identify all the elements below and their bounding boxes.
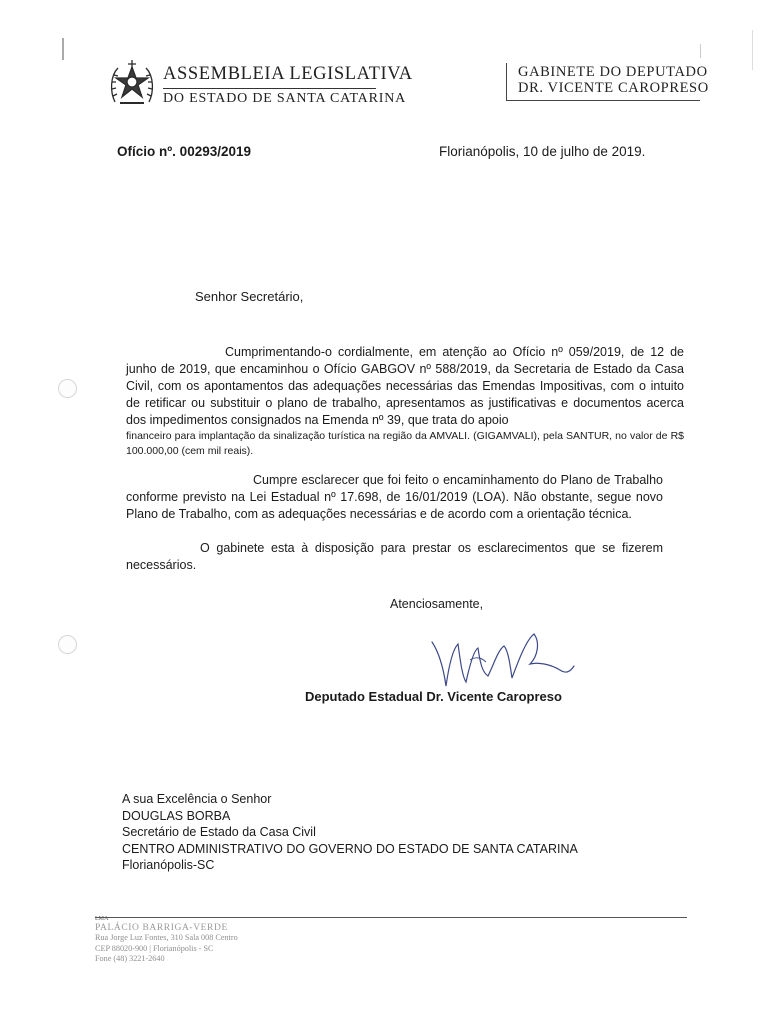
office-number: Ofício nº. 00293/2019: [117, 144, 252, 159]
footer-postal: CEP 88020-900 | Florianópolis - SC: [95, 943, 214, 953]
recipient-city: Florianópolis-SC: [122, 858, 215, 873]
paragraph-1-continuation: financeiro para implantação da sinalização turística na região da AMVALI. (GIGAMVALI), pela SANTUR, no valor de R$ 100.000,00 (cem mil reais).: [126, 430, 684, 457]
handwritten-signature: [410, 620, 580, 700]
place-and-date: Florianópolis, 10 de julho de 2019.: [439, 144, 646, 159]
scan-speck: [752, 30, 753, 70]
institution-state: DO ESTADO DE SANTA CATARINA: [163, 91, 407, 106]
letterhead-divider: [163, 88, 376, 89]
state-coat-of-arms-icon: [106, 58, 158, 110]
punch-hole: [58, 635, 77, 654]
cabinet-title: GABINETE DO DEPUTADO: [518, 64, 708, 80]
footer-address-block: [95, 916, 238, 965]
recipient-name: DOUGLAS BORBA: [122, 808, 231, 823]
signer-name: Deputado Estadual Dr. Vicente Caropreso: [305, 689, 562, 704]
closing: Atenciosamente,: [390, 597, 484, 611]
recipient-title: Secretário de Estado da Casa Civil: [122, 825, 316, 840]
footer-label: LMA: [95, 916, 109, 922]
scan-speck: [700, 44, 701, 58]
punch-hole: [58, 379, 77, 398]
salutation: Senhor Secretário,: [195, 289, 304, 304]
cabinet-deputy-name: DR. VICENTE CAROPRESO: [518, 80, 709, 96]
institution-name: ASSEMBLEIA LEGISLATIVA: [163, 64, 413, 84]
footer-street: Rua Jorge Luz Fontes, 310 Sala 008 Centro: [95, 933, 238, 943]
recipient-block: [122, 791, 578, 874]
footer-phone: Fone (48) 3221-2640: [95, 954, 165, 964]
footer-building-name: PALÁCIO BARRIGA-VERDE: [95, 923, 228, 933]
recipient-salutation: A sua Excelência o Senhor: [122, 792, 272, 806]
paragraph-1-wrapper: [126, 344, 684, 429]
paragraph-2: Cumpre esclarecer que foi feito o encaminhamento do Plano de Trabalho conforme previsto na Lei Estadual nº 17.698, de 16/01/2019 (LOA). Não obstante, segue novo Plano de Trabalho, com as adequações necessárias e de acordo com a orientação técnica.: [126, 473, 663, 521]
paragraph-1: Cumprimentando-o cordialmente, em atenção ao Ofício nº 059/2019, de 12 de junho de 2019, que encaminhou o Ofício GABGOV nº 588/2019, da Secretaria de Estado da Casa Civil, com os apontamentos das adequações necessárias das Emendas Impositivas, com o intuito de retificar ou substituir o plano de trabalho, apresentamos as justificativas e documentos acerca dos impedimentos consignados na Emenda nº 39, que trata do apoio: [126, 345, 684, 427]
scan-speck: [62, 38, 64, 60]
paragraph-3: O gabinete esta à disposição para prestar os esclarecimentos que se fizerem necessários.: [126, 541, 663, 572]
recipient-organization: CENTRO ADMINISTRATIVO DO GOVERNO DO ESTADO DE SANTA CATARINA: [122, 841, 578, 856]
